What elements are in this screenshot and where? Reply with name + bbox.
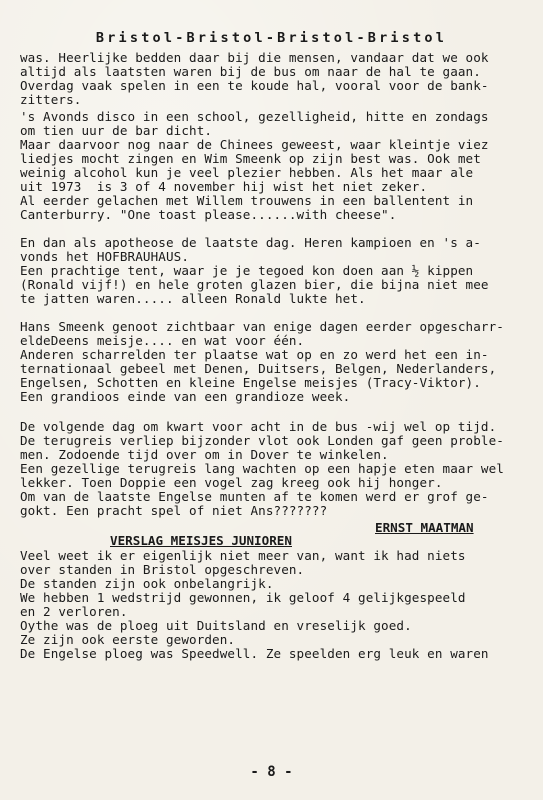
text-line: gokt. Een pracht spel of niet Ans??????? [20,503,328,518]
text-line: De volgende dag om kwart voor acht in de bus -wij wel op tijd. [20,419,497,434]
text-line: te jatten waren..... alleen Ronald lukte het. [20,291,366,306]
text-line: Overdag vaak spelen in een te koude hal, vooral voor de bank- [20,78,489,93]
text-line: Oythe was de ploeg uit Duitsland en vreselijk goed. [20,618,412,633]
text-line: Veel weet ik er eigenlijk niet meer van, want ik had niets [20,548,466,563]
text-line: eldeDeens meisje.... en wat voor één. [20,333,305,348]
page-number: - 8 - [250,764,293,780]
text-line: lekker. Toen Doppie een vogel zag kreeg ook hij honger. [20,475,443,490]
text-line: 's Avonds disco in een school, gezelligheid, hitte en zondags [20,109,489,124]
text-line: De Engelse ploeg was Speedwell. Ze speelden erg leuk en waren [20,646,489,661]
text-line: En dan als apotheose de laatste dag. Heren kampioen en 's a- [20,235,481,250]
text-line: weinig alcohol kun je veel plezier hebben. Als het maar ale [20,165,474,180]
section-title: VERSLAG MEISJES JUNIOREN [110,533,292,548]
text-line: Engelsen, Schotten en kleine Engelse meisjes (Tracy-Viktor). [20,375,481,390]
text-line: was. Heerlijke bedden daar bij die mensen, vandaar dat we ook [20,50,489,65]
text-line: over standen in Bristol opgeschreven. [20,562,305,577]
page-header: Bristol-Bristol-Bristol-Bristol [95,30,448,46]
text-line: uit 1973 is 3 of 4 november hij wist het niet zeker. [20,179,428,194]
text-line: We hebben 1 wedstrijd gewonnen, ik geloof 4 gelijkgespeeld [20,590,466,605]
text-line: liedjes mocht zingen en Wim Smeenk op zijn best was. Ook met [20,151,481,166]
text-line: Al eerder gelachen met Willem trouwens in een ballentent in [20,193,474,208]
text-line: men. Zodoende tijd over om in Dover te winkelen. [20,447,389,462]
author-signature: ERNST MAATMAN [375,520,474,535]
text-line: Een prachtige tent, waar je je tegoed kon doen aan ½ kippen [20,263,474,278]
text-line: Een grandioos einde van een grandioze week. [20,389,351,404]
text-line: Maar daarvoor nog naar de Chinees geweest, waar kleintje viez [20,137,489,152]
text-line: om tien uur de bar dicht. [20,123,213,138]
text-line: Canterburry. "One toast please......with cheese". [20,207,397,222]
text-line: Om van de laatste Engelse munten af te komen werd er grof ge- [20,489,489,504]
text-line: vonds het HOFBRAUHAUS. [20,249,190,264]
text-line: Ze zijn ook eerste geworden. [20,632,236,647]
text-line: (Ronald vijf!) en hele groten glazen bier, die bijna niet mee [20,277,489,292]
text-line: en 2 verloren. [20,604,128,619]
text-line: Een gezellige terugreis lang wachten op een hapje eten maar wel [20,461,504,476]
text-line: De standen zijn ook onbelangrijk. [20,576,274,591]
text-line: De terugreis verliep bijzonder vlot ook Londen gaf geen proble- [20,433,504,448]
text-line: ternationaal gebeel met Denen, Duitsers, Belgen, Nederlanders, [20,361,497,376]
text-line: altijd als laatsten waren bij de bus om naar de hal te gaan. [20,64,481,79]
text-line: Hans Smeenk genoot zichtbaar van enige dagen eerder opgescharr- [20,319,504,334]
text-line: Anderen scharrelden ter plaatse wat op en zo werd het een in- [20,347,489,362]
text-line: zitters. [20,92,82,107]
